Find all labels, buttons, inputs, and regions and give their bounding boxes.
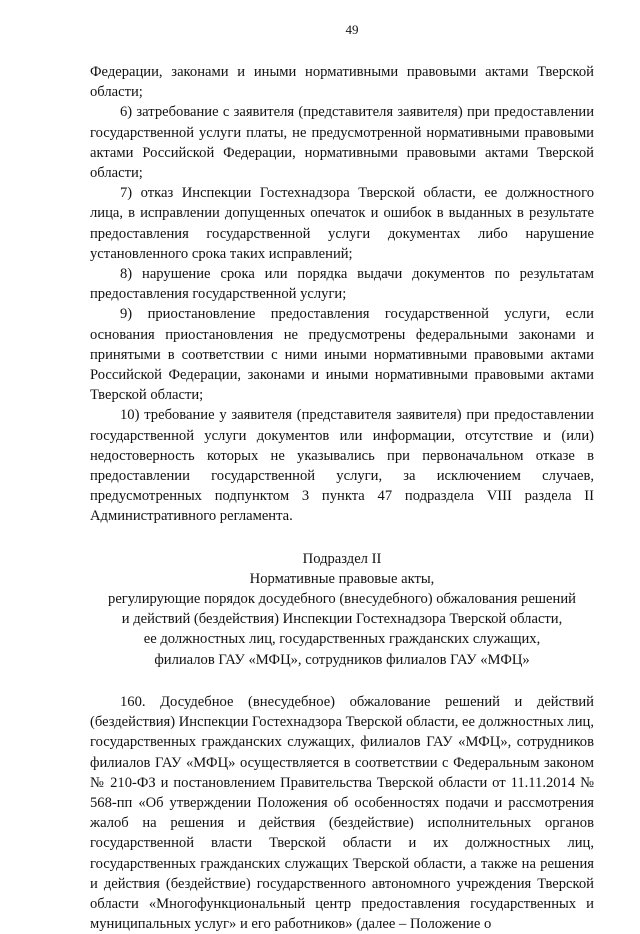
paragraph-continuation: Федерации, законами и иными нормативными правовыми актами Тверской области; (90, 64, 594, 101)
paragraph-item-10: 10) требование у заявителя (представителя заявителя) при предоставлении государственной услуги документов или информации, отсутствие и (или) недостоверность которых не указывались при первоначальном отказе в предоставлении государственной услуги, за исключением случаев, предусмотренных подпунктом 3 пункта 47 подраздела VIII раздела II Административного регламента. (90, 407, 594, 525)
heading-line: Нормативные правовые акты, (249, 570, 435, 587)
paragraph-item-7: 7) отказ Инспекции Гостехнадзора Тверской области, ее должностного лица, в исправлении допущенных опечаток и ошибок в выданных в результате предоставления государственной услуги документах либо нарушение установленного срока таких исправлений; (90, 185, 594, 262)
heading-line: филиалов ГАУ «МФЦ», сотрудников филиалов ГАУ «МФЦ» (154, 651, 530, 668)
paragraph-item-8: 8) нарушение срока или порядка выдачи документов по результатам предоставления государственной услуги; (90, 266, 594, 303)
heading-line: и действий (бездействия) Инспекции Гостехнадзора Тверской области, (121, 611, 563, 628)
heading-line: ее должностных лиц, государственных гражданских служащих, (143, 631, 541, 648)
heading-line: регулирующие порядок досудебного (внесудебного) обжалования решений (108, 591, 576, 608)
paragraph-item-6: 6) затребование с заявителя (представителя заявителя) при предоставлении государственной услуги платы, не предусмотренной нормативными правовыми актами Российской Федерации, нормативными правовыми актами Тверской области; (90, 104, 594, 182)
subsection-heading (90, 549, 594, 670)
paragraph-item-9: 9) приостановление предоставления государственной услуги, если основания приостановления не предусмотрены федеральными законами и принятыми в соответствии с ними иными нормативными правовыми актами Российской Федерации, законами и иными нормативными правовыми актами Тверской области; (90, 306, 594, 404)
heading-line: Подраздел II (302, 550, 382, 567)
page-number: 49 (345, 22, 359, 37)
paragraph-160: 160. Досудебное (внесудебное) обжалование решений и действий (бездействия) Инспекции Гостехнадзора Тверской области, ее должностных лиц, государственных гражданских служащих, филиалов ГАУ «МФЦ», сотрудников филиалов ГАУ «МФЦ» осуществляется в соответствии с Федеральным законом № 210-ФЗ и постановлением Правительства Тверской области от 11.11.2014 № 568-пп «Об утверждении Положения об особенностях подачи и рассмотрения жалоб на решения и действия (бездействие) исполнительных органов государственной власти Тверской области и их должностных лиц, государственных гражданских служащих Тверской области, а также на решения и действия (бездействие) государственного автономного учреждения Тверской области «Многофункциональный центр предоставления государственных и муниципальных услуг» и его работников» (далее – Положение о (90, 693, 594, 933)
